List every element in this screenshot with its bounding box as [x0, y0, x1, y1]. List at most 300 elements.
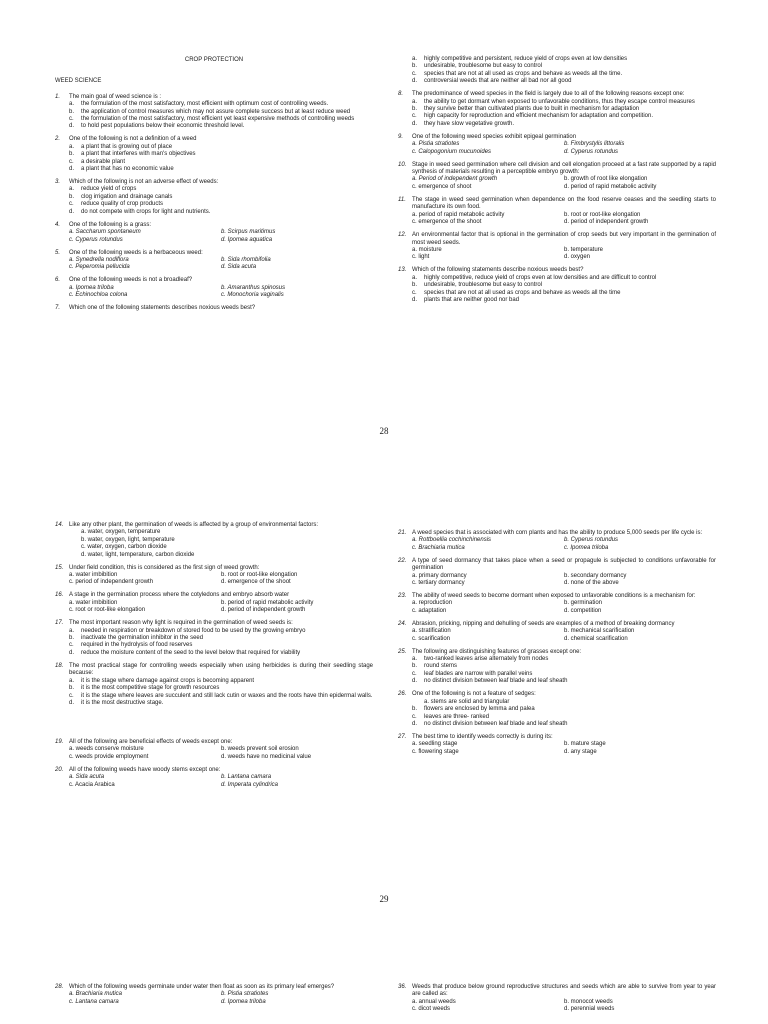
question-text: A stage in the germination process where the cotyledons and embryo absorb water	[69, 592, 290, 599]
question-item	[55, 522, 373, 559]
question-stem	[398, 197, 716, 212]
question-number: 5.	[55, 249, 61, 256]
question-stem	[55, 94, 373, 101]
question-number: 7.	[55, 305, 61, 312]
question-number: 20.	[55, 766, 64, 773]
option-letter: a.	[69, 143, 75, 150]
answer-option	[69, 159, 373, 166]
question-stem	[55, 277, 373, 284]
question-list	[55, 984, 373, 1006]
option-text: a desirable plant	[81, 158, 126, 165]
question-text: Under field condition, this is considered as the first sign of weed growth:	[69, 564, 260, 571]
option-text: the application of control measures which may not assure complete success but at least reduce weed	[81, 108, 351, 115]
question-stem	[398, 232, 716, 247]
question-number: 25.	[398, 648, 407, 655]
option-text: it is the stage where damage against crops is becoming apparent	[81, 677, 255, 684]
question-stem	[55, 739, 373, 746]
option-letter	[69, 529, 81, 536]
question-item	[398, 162, 716, 192]
question-stem	[398, 267, 716, 274]
question-text: The main goal of weed science is :	[69, 93, 162, 100]
answer-option: d. Ipomea aquatica	[221, 236, 273, 243]
question-item	[55, 136, 373, 173]
answer-option: c. Brachiaria mutica	[412, 544, 465, 551]
option-letter: c.	[69, 201, 74, 208]
answer-option: d. any stage	[564, 748, 597, 755]
answer-option: a. Brachiaria mutica	[69, 991, 123, 998]
question-stem	[55, 565, 373, 572]
question-text: One of the following weed species exhibit epigeal germination	[412, 133, 577, 140]
option-text: undesirable, troublesome but easy to control	[424, 282, 543, 289]
answer-option	[69, 700, 373, 707]
question-stem	[55, 620, 373, 627]
answer-options	[398, 741, 716, 756]
answer-option	[412, 699, 716, 706]
answer-option: c. Lantana camara	[69, 998, 119, 1005]
question-text: Like any other plant, the germination of weeds is affected by a group of environmental factors:	[69, 522, 319, 528]
answer-option: b. growth of root like elongation	[564, 176, 648, 183]
question-list	[55, 522, 373, 789]
answer-option: c. Calopogonium mucunoides	[412, 148, 492, 155]
option-letter: d.	[412, 120, 418, 127]
option-letter: b.	[412, 663, 418, 670]
page-29	[0, 518, 768, 918]
question-stem	[55, 136, 373, 143]
question-number: 28.	[55, 984, 64, 990]
option-letter: c.	[412, 670, 417, 677]
question-stem	[55, 179, 373, 186]
answer-option	[69, 201, 373, 208]
option-text: the ability to get dormant when exposed to unfavorable conditions, thus they escape control measures	[424, 98, 695, 105]
question-text: The following are distinguishing features of grasses except one:	[412, 648, 582, 655]
option-letter: b.	[69, 635, 75, 642]
answer-option: a. water imbibition	[69, 572, 118, 579]
answer-options	[55, 144, 373, 174]
option-letter: a.	[69, 101, 75, 108]
question-number: 22.	[398, 557, 407, 564]
answer-option: c. light	[412, 254, 430, 261]
answer-option	[69, 635, 373, 642]
answer-option	[69, 544, 373, 551]
option-letter: a.	[412, 56, 418, 62]
question-stem	[398, 984, 716, 999]
option-letter: a.	[69, 627, 75, 634]
answer-option	[412, 714, 716, 721]
answer-option: a. Sida acuta	[69, 774, 105, 781]
answer-option	[69, 194, 373, 201]
answer-option: c. emergence of shoot	[412, 183, 472, 190]
option-letter: d.	[412, 678, 418, 685]
question-item	[398, 197, 716, 227]
answer-option: b. weeds prevent soil erosion	[221, 746, 299, 753]
answer-option: b. root or root-like elongation	[564, 211, 641, 218]
question-item	[398, 691, 716, 728]
question-text: One of the following is a grass:	[69, 221, 152, 228]
question-number: 27.	[398, 733, 407, 740]
question-number: 6.	[55, 277, 61, 284]
question-item	[55, 94, 373, 131]
answer-option	[412, 63, 716, 70]
question-stem	[398, 162, 716, 177]
page-30-left-column	[55, 984, 373, 1012]
question-stem	[55, 522, 373, 529]
answer-option: b. Scirpus maritimus	[221, 229, 276, 236]
answer-option	[69, 650, 373, 657]
question-stem	[398, 134, 716, 141]
answer-option: d. period of independent growth	[221, 607, 306, 614]
answer-option: b. monocot weeds	[564, 998, 613, 1005]
answer-option	[69, 101, 373, 108]
question-number: 21.	[398, 530, 407, 536]
answer-option: b. Amaranthus spinosus	[221, 284, 286, 291]
option-letter: a.	[412, 98, 418, 105]
question-item	[55, 565, 373, 587]
answer-option: c. flowering stage	[412, 748, 459, 755]
option-letter: d.	[69, 208, 75, 215]
question-item	[55, 277, 373, 299]
option-text: highly competitive, reduce yield of crops even at low densities and are difficult to control	[424, 274, 657, 281]
answer-option	[412, 78, 716, 85]
answer-option: d. Cyperus rotundus	[564, 148, 619, 155]
answer-option: d. perennial weeds	[564, 1006, 615, 1013]
question-item	[398, 984, 716, 1014]
answer-option: a. Rottboellia cochinchinensis	[412, 537, 492, 544]
option-text: d. water, light, temperature, carbon dioxide	[81, 551, 195, 558]
answer-option	[69, 628, 373, 635]
option-text: it is the stage where leaves are succulent and still lack cutin or waxes and the roots have thin epidermal walls.	[81, 692, 373, 699]
answer-options	[398, 56, 716, 86]
option-letter: b.	[412, 106, 418, 113]
answer-option: c. Ipomea triloba	[564, 544, 609, 551]
question-item	[398, 558, 716, 588]
answer-option: c. weeds provide employment	[69, 753, 149, 760]
answer-option: d. period of rapid metabolic activity	[564, 183, 657, 190]
question-number: 14.	[55, 522, 64, 528]
answer-option: a. Saccharum spontaneum	[69, 229, 141, 236]
answer-option	[69, 642, 373, 649]
answer-option: b. Cyperus rotundus	[564, 537, 619, 544]
question-item	[55, 250, 373, 272]
answer-options	[398, 600, 716, 615]
answer-option: a. seedling stage	[412, 741, 458, 748]
page-number: 28	[379, 426, 389, 436]
option-letter: d.	[69, 123, 75, 130]
answer-option	[69, 678, 373, 685]
answer-options	[398, 999, 716, 1014]
question-text: An environmental factor that is optional in the germination of crop seeds but very important in the germination of most weed seeds.	[412, 232, 716, 246]
answer-option: a. water imbibition	[69, 599, 118, 606]
option-letter	[69, 537, 81, 544]
option-letter: a.	[69, 186, 75, 193]
question-stem	[398, 530, 716, 537]
question-text: Which one of the following statements describes noxious weeds best?	[69, 305, 256, 312]
answer-options	[55, 529, 373, 559]
answer-option: a. weeds conserve moisture	[69, 746, 144, 753]
option-text: species that are not at all used as crops and behave as weeds all the time.	[424, 70, 623, 77]
answer-option: a. stratification	[412, 628, 451, 635]
question-list	[398, 56, 716, 304]
question-text: Which of the following is not an adverse effect of weeds:	[69, 179, 219, 186]
answer-option: d. oxygen	[564, 254, 591, 261]
answer-option: b. root or root-like elongation	[221, 572, 298, 579]
question-text: One of the following is not a definition of a weed	[69, 136, 197, 143]
option-letter: d.	[69, 649, 75, 656]
question-item	[55, 663, 373, 707]
option-text: c. water, oxygen, carbon dioxide	[81, 544, 167, 551]
answer-option	[412, 71, 716, 78]
question-text: Which of the following statements describe noxious weeds best?	[412, 267, 584, 274]
answer-option: d. weeds have no medicinal value	[221, 753, 312, 760]
page-30-partial	[0, 984, 768, 1024]
option-letter: c.	[69, 642, 74, 649]
question-number: 24.	[398, 620, 407, 627]
answer-option: c. Cyperus rotundus	[69, 236, 123, 243]
question-item	[398, 649, 716, 686]
answer-option	[412, 275, 716, 282]
option-letter: c.	[412, 713, 417, 720]
answer-option: b. temperature	[564, 246, 604, 253]
question-list	[398, 984, 716, 1014]
answer-option	[412, 106, 716, 113]
answer-option: c. Peperomia pellucida	[69, 264, 130, 271]
question-number: 11.	[398, 196, 406, 203]
question-number: 18.	[55, 662, 64, 669]
question-item	[398, 232, 716, 262]
answer-options	[55, 600, 373, 615]
answer-option: c. Echinochloa colona	[69, 292, 128, 299]
question-item	[55, 767, 373, 789]
page-28-right-column	[398, 56, 716, 310]
option-text: a plant that interferes with man's objectives	[81, 151, 196, 158]
answer-options	[398, 212, 716, 227]
option-letter: d.	[412, 296, 418, 303]
answer-options	[398, 247, 716, 262]
option-text: the formulation of the most satisfactory, most efficient with optimum cost of controlling weeds.	[81, 101, 329, 108]
answer-option	[69, 123, 373, 130]
answer-options	[398, 573, 716, 588]
question-stem	[55, 250, 373, 257]
option-letter: b.	[69, 151, 75, 158]
question-item	[398, 56, 716, 86]
option-text: do not compete with crops for light and nutrients.	[81, 208, 211, 215]
question-number: 26.	[398, 691, 407, 698]
option-text: inactivate the germination inhibitor in the seed	[81, 635, 204, 642]
option-letter: b.	[412, 706, 418, 713]
answer-option: d. Ipomea triloba	[221, 998, 266, 1005]
question-number: 17.	[55, 620, 64, 627]
option-text: reduce yield of crops	[81, 186, 137, 193]
answer-option: d. Sida acuta	[221, 264, 257, 271]
question-stem	[55, 663, 373, 678]
answer-option: c. period of independent growth	[69, 579, 154, 586]
answer-option: a. primary dormancy	[412, 572, 467, 579]
answer-option	[412, 56, 716, 63]
answer-option: b. mechanical scarification	[564, 628, 635, 635]
page-number: 29	[379, 894, 389, 904]
answer-option	[69, 144, 373, 151]
option-letter: b.	[69, 193, 75, 200]
option-text: two-ranked leaves arise alternately from nodes	[424, 656, 549, 663]
answer-option	[412, 721, 716, 728]
question-text: Which of the following weeds germinate under water then float as soon as its primary leaf emerges?	[69, 984, 335, 990]
question-number: 8.	[398, 91, 404, 98]
option-text: a. stems are solid and triangular	[424, 698, 510, 705]
question-item	[398, 267, 716, 304]
question-number: 13.	[398, 267, 407, 274]
answer-option: c. emergence of the shoot	[412, 219, 482, 226]
answer-option: a. Period of independent growth	[412, 176, 498, 183]
answer-option	[69, 151, 373, 158]
question-item	[55, 620, 373, 657]
option-letter	[69, 552, 81, 559]
question-item	[55, 984, 373, 1006]
answer-option	[69, 116, 373, 123]
question-stem	[398, 91, 716, 98]
answer-options	[55, 774, 373, 789]
answer-options	[55, 572, 373, 587]
answer-option: a. Ipomea triloba	[69, 284, 114, 291]
answer-option	[412, 99, 716, 106]
question-number: 15.	[55, 564, 64, 571]
answer-option: a. annual weeds	[412, 998, 456, 1005]
answer-option	[412, 297, 716, 304]
answer-option: b. mature stage	[564, 741, 606, 748]
question-stem	[398, 691, 716, 698]
answer-options	[55, 285, 373, 300]
option-text: high capacity for reproduction and efficient mechanism for adaptation and competition.	[424, 113, 654, 120]
question-number: 19.	[55, 738, 64, 745]
question-text: All of the following are beneficial effects of weeds except one:	[69, 738, 233, 745]
answer-option: d. chemical scarification	[564, 635, 628, 642]
question-stem	[398, 593, 716, 600]
option-text: the formulation of the most satisfactory, most efficient yet least expensive methods of controlling weeds	[81, 116, 355, 123]
question-text: A type of seed dormancy that takes place when a seed or propagule is subjected to conditions unfavorable for germination	[412, 557, 716, 572]
question-item	[55, 305, 373, 312]
answer-options	[398, 699, 716, 729]
question-stem	[55, 305, 373, 312]
page-28	[0, 0, 768, 450]
option-text: they survive better than cultivated plants due to built in mechanism for adaptation	[424, 106, 640, 113]
answer-option: d. period of independent growth	[564, 219, 649, 226]
question-stem	[398, 558, 716, 573]
option-letter: d.	[69, 699, 75, 706]
question-text: A weed species that is associated with corn plants and has the ability to produce 5,000 seeds per life cycle is:	[412, 530, 703, 536]
question-text: The most important reason why light is required in the germination of weed seeds is:	[69, 620, 293, 627]
question-text: One of the following is not a feature of sedges:	[412, 691, 536, 698]
answer-option	[69, 186, 373, 193]
option-text: flowers are enclosed by lemma and palea	[424, 706, 535, 713]
option-text: plants that are neither good nor bad	[424, 296, 520, 303]
answer-option	[69, 166, 373, 173]
question-number: 16.	[55, 592, 64, 599]
question-stem	[55, 222, 373, 229]
option-text: b. water, oxygen, light, temperature	[81, 536, 175, 543]
answer-option	[69, 109, 373, 116]
answer-option: c. Monochoria vaginalis	[221, 292, 284, 299]
answer-option: a. period of rapid metabolic activity	[412, 211, 505, 218]
answer-option	[69, 693, 373, 700]
question-text: Weeds that produce below ground reproductive structures and seeds which are able to survive from year to year are called as:	[412, 984, 716, 998]
answer-option	[412, 290, 716, 297]
question-number: 10.	[398, 161, 407, 168]
question-number: 9.	[398, 133, 404, 140]
answer-option: d. none of the above	[564, 580, 619, 587]
answer-options	[398, 537, 716, 552]
option-letter: c.	[69, 116, 74, 123]
option-letter	[69, 544, 81, 551]
answer-option	[412, 121, 716, 128]
option-letter: a.	[412, 274, 418, 281]
question-text: The most practical stage for controlling weeds especially when using herbicides is during their seedling stage because:	[69, 662, 373, 677]
option-text: reduce quality of crop products	[81, 201, 164, 208]
answer-option: b. Sida rhombifolia	[221, 256, 271, 263]
option-letter: a.	[412, 656, 418, 663]
answer-option	[412, 678, 716, 685]
answer-options	[398, 176, 716, 191]
page-28-left-column	[55, 55, 373, 318]
answer-option: b. Pistia stratiotes	[221, 991, 269, 998]
option-letter: d.	[69, 166, 75, 173]
answer-options	[55, 101, 373, 131]
spacer	[55, 713, 373, 739]
question-item	[55, 592, 373, 614]
option-letter: b.	[69, 108, 75, 115]
option-text: highly competitive and persistent, reduce yield of crops even at low densities	[424, 56, 628, 62]
answer-options	[55, 257, 373, 272]
option-text: undesirable, troublesome but easy to control	[424, 63, 543, 70]
option-text: leaf blades are narrow with parallel veins	[424, 670, 533, 677]
question-number: 4.	[55, 221, 61, 228]
answer-option	[412, 656, 716, 663]
section-heading: WEED SCIENCE	[55, 78, 102, 85]
question-text: All of the following weeds have woody stems except one:	[69, 766, 221, 773]
question-item	[398, 593, 716, 615]
question-item	[55, 739, 373, 761]
option-text: they have slow vegetative growth.	[424, 120, 515, 127]
answer-option	[69, 537, 373, 544]
question-list	[55, 94, 373, 313]
answer-options	[398, 275, 716, 305]
answer-option	[69, 685, 373, 692]
option-text: a. water, oxygen, temperature	[81, 529, 161, 536]
question-stem	[55, 984, 373, 991]
answer-option: a. reproduction	[412, 600, 453, 607]
answer-option: d. emergence of the shoot	[221, 579, 291, 586]
answer-option: c. scarification	[412, 635, 451, 642]
answer-option: c. root or root-like elongation	[69, 607, 146, 614]
question-text: Stage in weed seed germination where cell division and cell elongation proceed at a fast rate supported by a rapid synthesis of materials resulting in a perceptible embryo growth:	[412, 161, 716, 176]
option-text: it is the most competitive stage for growth resources	[81, 685, 220, 692]
answer-option: c. dicot weeds	[412, 1006, 451, 1013]
answer-option: b. Lantana camara	[221, 774, 272, 781]
option-letter: c.	[412, 70, 417, 77]
question-item	[55, 179, 373, 216]
option-letter: c.	[412, 113, 417, 120]
option-letter: a.	[69, 677, 75, 684]
option-letter: c.	[412, 289, 417, 296]
question-item	[398, 530, 716, 552]
answer-options	[398, 628, 716, 643]
question-number: 3.	[55, 179, 61, 186]
answer-option: b. germination	[564, 600, 603, 607]
page-29-left-column	[55, 522, 373, 795]
question-number: 1.	[55, 93, 61, 100]
question-text: The ability of weed seeds to become dormant when exposed to unfavorable conditions is a mechanism for:	[412, 593, 696, 600]
question-stem	[398, 649, 716, 656]
option-text: no distinct division between leaf blade and leaf sheath	[424, 678, 568, 685]
answer-option: c. tertiary dormancy	[412, 580, 465, 587]
answer-option: b. Fimbrystylis littoralis	[564, 141, 625, 148]
